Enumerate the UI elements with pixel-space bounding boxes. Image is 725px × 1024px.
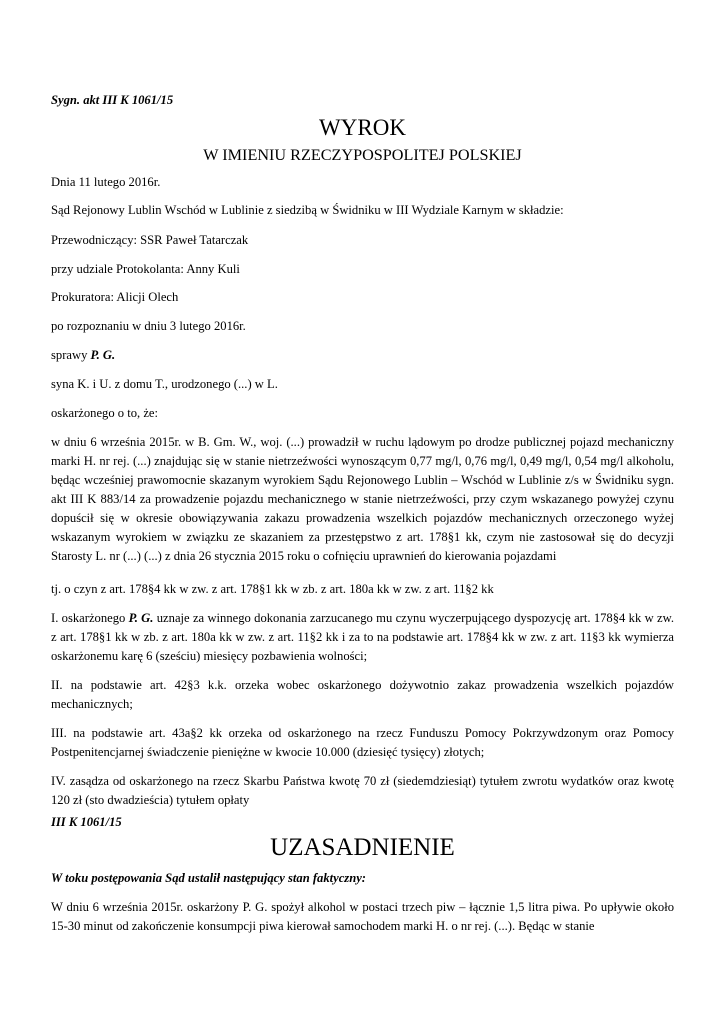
verdict-point-2: II. na podstawie art. 42§3 k.k. orzeka wobec oskarżonego dożywotnio zakaz prowadzenia wszelkich pojazdów mechanicznych; — [51, 678, 674, 711]
case-of-prefix: sprawy — [51, 348, 91, 362]
document-title: WYROK — [319, 115, 406, 140]
case-number: Sygn. akt III K 1061/15 — [51, 93, 174, 107]
verdict-point-1 — [51, 609, 674, 666]
justification-heading: W toku postępowania Sąd ustalił następujący stan faktyczny: — [51, 871, 366, 885]
justification-text: W dniu 6 września 2015r. oskarżony P. G. spożył alkohol w postaci trzech piw – łącznie 1,5 litra piwa. Po upływie około 15-30 minut od zakończenie konsumpcji piwa kierował samochodem marki H. o nr rej. (...). Będąc w stanie — [51, 900, 674, 933]
document-subtitle: W IMIENIU RZECZYPOSPOLITEJ POLSKIEJ — [203, 146, 522, 164]
court-clerk: przy udziale Protokolanta: Anny Kuli — [51, 262, 240, 276]
court-composition: Sąd Rejonowy Lublin Wschód w Lublinie z siedzibą w Świdniku w III Wydziale Karnym w składzie: — [51, 203, 564, 217]
justification-title: UZASADNIENIE — [270, 834, 455, 861]
charge-description: w dniu 6 września 2015r. w B. Gm. W., woj. (...) prowadził w ruchu lądowym po drodze publicznej pojazd mechaniczny marki H. nr rej. (...) znajdując się w stanie nietrzeźwości wynoszącym 0,77 mg/l, 0,76 mg/l, 0,49 mg/l, 0,54 mg/l alkoholu, będąc wcześniej prawomocnie skazanym wyrokiem Sądu Rejonowego Lublin – Wschód w Lublinie z/s w Świdniku sygn. akt III K 883/14 za prowadzenie pojazdu mechanicznego w stanie nietrzeźwości, przy czym wskazanego powyżej czynu dopuścił się w okresie obowiązywania zakazu prowadzenia wszelkich pojazdów mechanicznych orzeczonego wyżej wskazanym wyrokiem w związku ze skazaniem za przestępstwo z art. 178§1 kk, czym nie zastosował się do decyzji Starosty L. nr (...) (...) z dnia 26 stycznia 2015 roku o cofnięciu uprawnień do kierowania pojazdami — [51, 435, 674, 563]
defendant-name: P. G. — [90, 348, 116, 362]
hearing-date: po rozpoznaniu w dniu 3 lutego 2016r. — [51, 319, 246, 333]
accused-of: oskarżonego o to, że: — [51, 406, 159, 420]
verdict-point-4: IV. zasądza od oskarżonego na rzecz Skarbu Państwa kwotę 70 zł (siedemdziesiąt) tytułem zwrotu wydatków oraz kwotę 120 zł (sto dwadzieścia) tytułem opłaty — [51, 774, 674, 807]
defendant-parentage: syna K. i U. z domu T., urodzonego (...) w L. — [51, 377, 278, 391]
verdict-point-1-defendant: P. G. — [128, 611, 154, 625]
prosecutor: Prokuratora: Alicji Olech — [51, 290, 179, 304]
justification-case-number: III K 1061/15 — [51, 815, 122, 829]
verdict-point-1-prefix: I. oskarżonego — [51, 611, 129, 625]
case-of — [51, 346, 115, 365]
verdict-point-1-text: uznaje za winnego dokonania zarzucanego mu czynu wyczerpującego dyspozycję art. 178§4 kk w zw. z art. 178§1 kk w zb. z art. 180a kk w zw. z art. 11§2 kk i za to na podstawie art. 178§4 kk w zw. z art. 11§3 kk wymierza oskarżonemu karę 6 (sześciu) miesięcy pozbawienia wolności; — [51, 611, 674, 663]
verdict-point-3: III. na podstawie art. 43a§2 kk orzeka od oskarżonego na rzecz Funduszu Pomocy Pokrzywdzonym oraz Pomocy Postpenitencjarnej świadczenie pieniężne w kwocie 10.000 (dziesięć tysięcy) złotych; — [51, 726, 674, 759]
verdict-date: Dnia 11 lutego 2016r. — [51, 175, 161, 189]
charge-legal-basis: tj. o czyn z art. 178§4 kk w zw. z art. 178§1 kk w zb. z art. 180a kk w zw. z art. 11§2 kk — [51, 582, 494, 596]
presiding-judge: Przewodniczący: SSR Paweł Tatarczak — [51, 233, 249, 247]
